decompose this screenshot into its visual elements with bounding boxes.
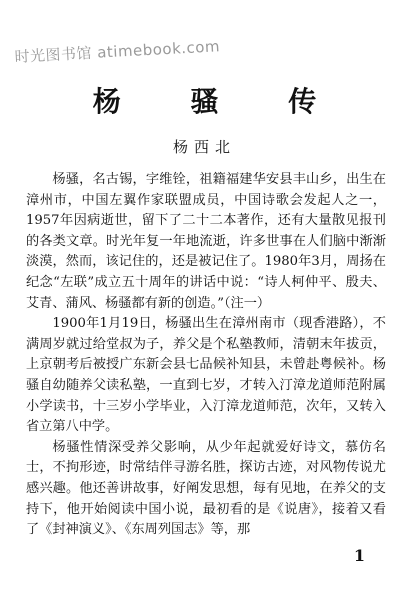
watermark: 时光图书馆 atimebook.com xyxy=(14,37,221,66)
paragraph: 杨骚性情深受养父影响，从少年起就爱好诗文，慕仿名士，不拘形迹，时常结伴寻游名胜，探访古迹，对风物传说尤感兴趣。他还善讲故事，好阐发思想，每有见地，在养父的支持下，他开始阅读中国小说，最初看的是《说唐》，接着又看了《封神演义》、《东周列国志》等，那 xyxy=(26,439,386,538)
page-title: 杨 骚 传 xyxy=(92,85,347,118)
paragraph: 1900年1月19日，杨骚出生在漳州南市（现香港路），不满周岁就过给堂叔为子，养父是个私塾教师，清朝末年拔贡，上京朝考后被授广东新会县七品候补知县，未曾赴粤候补。杨骚自幼随养父读私塾，一直到七岁，才转入汀漳龙道师范附属小学读书，十三岁小学毕业，入汀漳龙道师范，次年，又转入省立第八中学。 xyxy=(26,316,386,435)
page-number: 1 xyxy=(353,546,365,565)
paragraph: 杨骚，名古锡，字维铨，祖籍福建华安县丰山乡，出生在漳州市，中国左翼作家联盟成员，中国诗歌会发起人之一，1957年因病逝世，留下了二十二本著作，还有大量散见报刊的各类文章。时光年复一年地流逝，许多世事在人们脑中渐渐淡漠，然而，该记住的，还是被记住了。1980年3月，周扬在纪念“左联”成立五十周年的讲话中说：“诗人柯仲平、殷夫、艾青、蒲风、杨骚都有新的创造。”（注一） xyxy=(26,172,386,311)
article-body xyxy=(26,170,386,541)
author-name: 杨西北 xyxy=(172,138,236,156)
